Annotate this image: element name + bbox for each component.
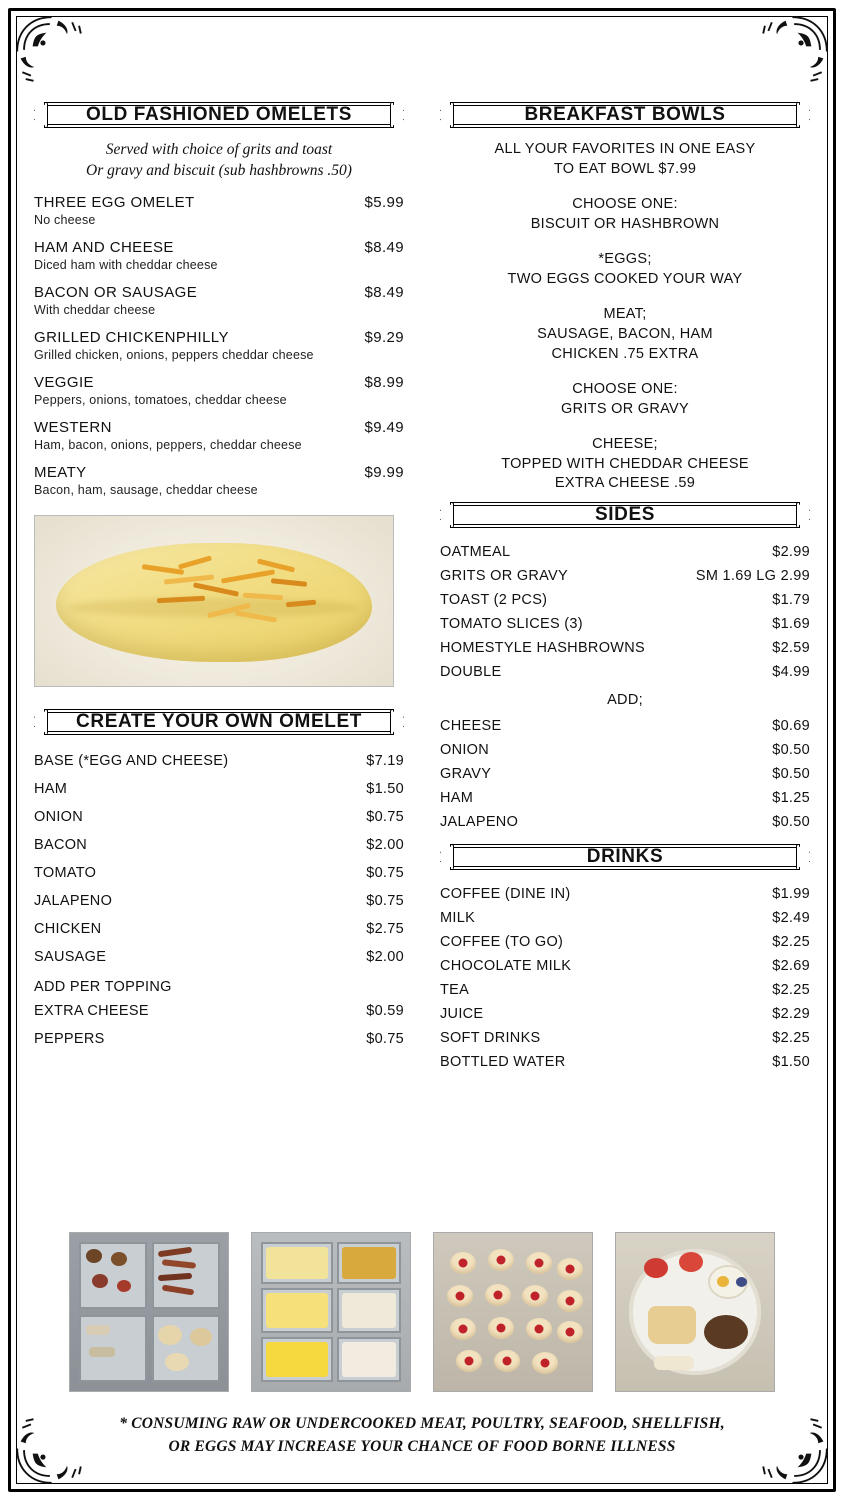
menu-item — [440, 564, 810, 588]
section-title: OLD FASHIONED OMELETS — [86, 104, 352, 125]
bowls-group — [440, 250, 810, 289]
menu-item — [34, 239, 404, 272]
item-name: JALAPENO — [440, 813, 519, 830]
bowls-group — [440, 435, 810, 494]
disclaimer-line2: OR EGGS MAY INCREASE YOUR CHANCE OF FOOD BORNE ILLNESS — [168, 1437, 676, 1455]
menu-item — [440, 1050, 810, 1074]
menu-item — [34, 831, 404, 859]
section-title: CREATE YOUR OWN OMELET — [76, 710, 362, 732]
menu-item — [34, 329, 404, 362]
group-heading: CHEESE; — [592, 436, 658, 453]
item-price: $0.75 — [366, 864, 404, 881]
item-name: ONION — [440, 741, 490, 758]
meats-and-biscuits-tray-photo — [69, 1232, 229, 1392]
item-price: $0.75 — [366, 808, 404, 825]
omelets-note-line2: Or gravy and biscuit (sub hashbrowns .50) — [86, 161, 352, 179]
sides-add-label: ADD; — [607, 691, 643, 708]
item-name: CHICKEN — [34, 920, 102, 937]
item-name: BACON OR SAUSAGE — [34, 283, 198, 301]
bowls-group — [440, 305, 810, 364]
item-description: Diced ham with cheddar cheese — [34, 257, 218, 272]
item-name: HAM AND CHEESE — [34, 238, 174, 256]
group-line: SAUSAGE, BACON, HAM — [537, 325, 713, 342]
bowls-intro-line2: TO EAT BOWL $7.99 — [553, 160, 697, 177]
item-price: $2.75 — [366, 920, 404, 937]
menu-item — [34, 464, 404, 497]
item-price: $2.99 — [772, 543, 810, 560]
right-column — [440, 100, 810, 1074]
menu-item — [440, 540, 810, 564]
item-price: $0.69 — [772, 717, 810, 734]
item-price: $5.99 — [364, 193, 404, 211]
item-name: TOMATO SLICES (3) — [440, 615, 583, 632]
menu-item — [440, 978, 810, 1002]
menu-content — [34, 100, 810, 1400]
menu-item — [440, 930, 810, 954]
item-price: $7.19 — [366, 752, 404, 769]
section-title: DRINKS — [586, 845, 664, 867]
item-description: Grilled chicken, onions, peppers cheddar cheese — [34, 347, 314, 362]
item-name: MEATY — [34, 463, 87, 481]
section-header-breakfast-bowls — [440, 100, 810, 130]
disclaimer — [60, 1412, 784, 1459]
item-price: $2.29 — [772, 1005, 810, 1022]
section-header-drinks — [440, 842, 810, 872]
item-price: $2.25 — [772, 933, 810, 950]
item-name: COFFEE (DINE IN) — [440, 885, 571, 902]
item-name: JALAPENO — [34, 892, 113, 909]
item-name: HAM — [440, 789, 474, 806]
group-heading: MEAT; — [603, 306, 647, 323]
item-name: PEPPERS — [34, 1030, 105, 1047]
group-line: CHICKEN .75 EXTRA — [551, 345, 699, 362]
photo-strip — [34, 1232, 810, 1392]
item-price: $0.50 — [772, 813, 810, 830]
item-price: $8.49 — [364, 283, 404, 301]
create-your-own-list — [34, 747, 404, 1053]
item-price: SM 1.69 LG 2.99 — [695, 567, 810, 584]
item-description: With cheddar cheese — [34, 302, 156, 317]
item-price: $1.69 — [772, 615, 810, 632]
group-line: TWO EGGS COOKED YOUR WAY — [507, 270, 743, 287]
item-price: $1.99 — [772, 885, 810, 902]
item-description: Peppers, onions, tomatoes, cheddar cheese — [34, 392, 287, 407]
omelets-note — [34, 140, 404, 182]
item-price: $1.50 — [772, 1053, 810, 1070]
menu-item — [34, 859, 404, 887]
item-price: $2.49 — [772, 909, 810, 926]
item-price: $0.50 — [772, 765, 810, 782]
item-price: $2.25 — [772, 981, 810, 998]
item-name: SOFT DRINKS — [440, 1029, 541, 1046]
menu-item — [440, 882, 810, 906]
item-name: ONION — [34, 808, 84, 825]
item-name: HAM — [34, 780, 68, 797]
menu-item — [34, 284, 404, 317]
group-heading: CHOOSE ONE: — [572, 196, 678, 213]
menu-item — [34, 419, 404, 452]
menu-item — [440, 762, 810, 786]
omelets-list — [34, 194, 404, 497]
item-name: THREE EGG OMELET — [34, 193, 195, 211]
item-price: $9.99 — [364, 463, 404, 481]
menu-item — [34, 194, 404, 227]
item-name: MILK — [440, 909, 476, 926]
group-line: GRITS OR GRAVY — [560, 400, 689, 417]
item-name: VEGGIE — [34, 373, 94, 391]
menu-item — [34, 803, 404, 831]
menu-item — [34, 887, 404, 915]
bowls-group — [440, 380, 810, 419]
item-price: $8.49 — [364, 238, 404, 256]
section-header-sides — [440, 500, 810, 530]
menu-item — [34, 997, 404, 1025]
item-name: TOMATO — [34, 864, 97, 881]
group-line: TOPPED WITH CHEDDAR CHEESE — [501, 455, 749, 472]
menu-item — [440, 738, 810, 762]
omelets-note-line1: Served with choice of grits and toast — [105, 141, 333, 158]
section-header-create-your-own — [34, 707, 404, 737]
menu-item — [440, 588, 810, 612]
item-name: WESTERN — [34, 418, 112, 436]
item-name: JUICE — [440, 1005, 484, 1022]
item-price: $2.25 — [772, 1029, 810, 1046]
bowls-intro-line1: ALL YOUR FAVORITES IN ONE EASY — [494, 141, 756, 157]
item-name: GRITS OR GRAVY — [440, 567, 569, 584]
item-price: $0.75 — [366, 1030, 404, 1047]
item-name: GRAVY — [440, 765, 492, 782]
bowls-intro — [440, 140, 810, 179]
menu-item — [34, 775, 404, 803]
sides-list — [440, 540, 810, 834]
item-description: Bacon, ham, sausage, cheddar cheese — [34, 482, 258, 497]
item-name: BOTTLED WATER — [440, 1053, 566, 1070]
menu-item — [440, 660, 810, 684]
item-price: $9.29 — [364, 328, 404, 346]
item-name: SAUSAGE — [34, 948, 107, 965]
menu-item — [34, 1025, 404, 1053]
group-heading: CHOOSE ONE: — [572, 381, 678, 398]
menu-item — [34, 915, 404, 943]
item-price: $0.59 — [366, 1002, 404, 1019]
item-price: $2.00 — [366, 948, 404, 965]
item-name: TOAST (2 PCS) — [440, 591, 548, 608]
item-name: TEA — [440, 981, 470, 998]
menu-item — [34, 747, 404, 775]
item-price: $1.79 — [772, 591, 810, 608]
menu-item — [440, 954, 810, 978]
menu-item — [440, 714, 810, 738]
item-name: HOMESTYLE HASHBROWNS — [440, 639, 645, 656]
menu-item — [34, 374, 404, 407]
menu-item — [34, 943, 404, 971]
menu-item — [440, 906, 810, 930]
disclaimer-line1: * CONSUMING RAW OR UNDERCOOKED MEAT, POULTRY, SEAFOOD, SHELLFISH, — [119, 1414, 725, 1432]
item-description: No cheese — [34, 212, 96, 227]
group-line: EXTRA CHEESE .59 — [554, 475, 696, 492]
item-price: $2.59 — [772, 639, 810, 656]
drinks-list — [440, 882, 810, 1074]
add-per-topping-label: ADD PER TOPPING — [34, 978, 172, 995]
item-price: $0.50 — [772, 741, 810, 758]
item-name: COFFEE (TO GO) — [440, 933, 564, 950]
item-price: $1.25 — [772, 789, 810, 806]
left-column — [34, 100, 404, 1053]
item-name: DOUBLE — [440, 663, 502, 680]
menu-item — [440, 612, 810, 636]
omelet-photo — [34, 515, 394, 687]
menu-item — [440, 786, 810, 810]
group-line: BISCUIT OR HASHBROWN — [530, 215, 720, 232]
item-price: $2.69 — [772, 957, 810, 974]
menu-item — [440, 1026, 810, 1050]
item-name: CHOCOLATE MILK — [440, 957, 572, 974]
eggs-and-gravy-tray-photo — [251, 1232, 411, 1392]
item-price: $2.00 — [366, 836, 404, 853]
cherry-danish-pastries-photo — [433, 1232, 593, 1392]
menu-item — [440, 636, 810, 660]
menu-item — [440, 1002, 810, 1026]
section-title: SIDES — [594, 503, 656, 525]
menu-item — [440, 810, 810, 834]
item-price: $9.49 — [364, 418, 404, 436]
breakfast-bowls-block — [440, 140, 810, 494]
item-name: CHEESE — [440, 717, 502, 734]
section-title: BREAKFAST BOWLS — [524, 104, 726, 125]
item-name: GRILLED CHICKENPHILLY — [34, 328, 229, 346]
section-header-omelets — [34, 100, 404, 130]
item-name: BACON — [34, 836, 88, 853]
item-price: $1.50 — [366, 780, 404, 797]
item-price: $4.99 — [772, 663, 810, 680]
item-name: EXTRA CHEESE — [34, 1002, 149, 1019]
item-name: BASE (*EGG AND CHEESE) — [34, 752, 229, 769]
item-price: $0.75 — [366, 892, 404, 909]
bowls-group — [440, 195, 810, 234]
group-heading: *EGGS; — [598, 251, 652, 268]
item-price: $8.99 — [364, 373, 404, 391]
item-description: Ham, bacon, onions, peppers, cheddar cheese — [34, 437, 302, 452]
breakfast-plate-photo — [615, 1232, 775, 1392]
item-name: OATMEAL — [440, 543, 511, 560]
